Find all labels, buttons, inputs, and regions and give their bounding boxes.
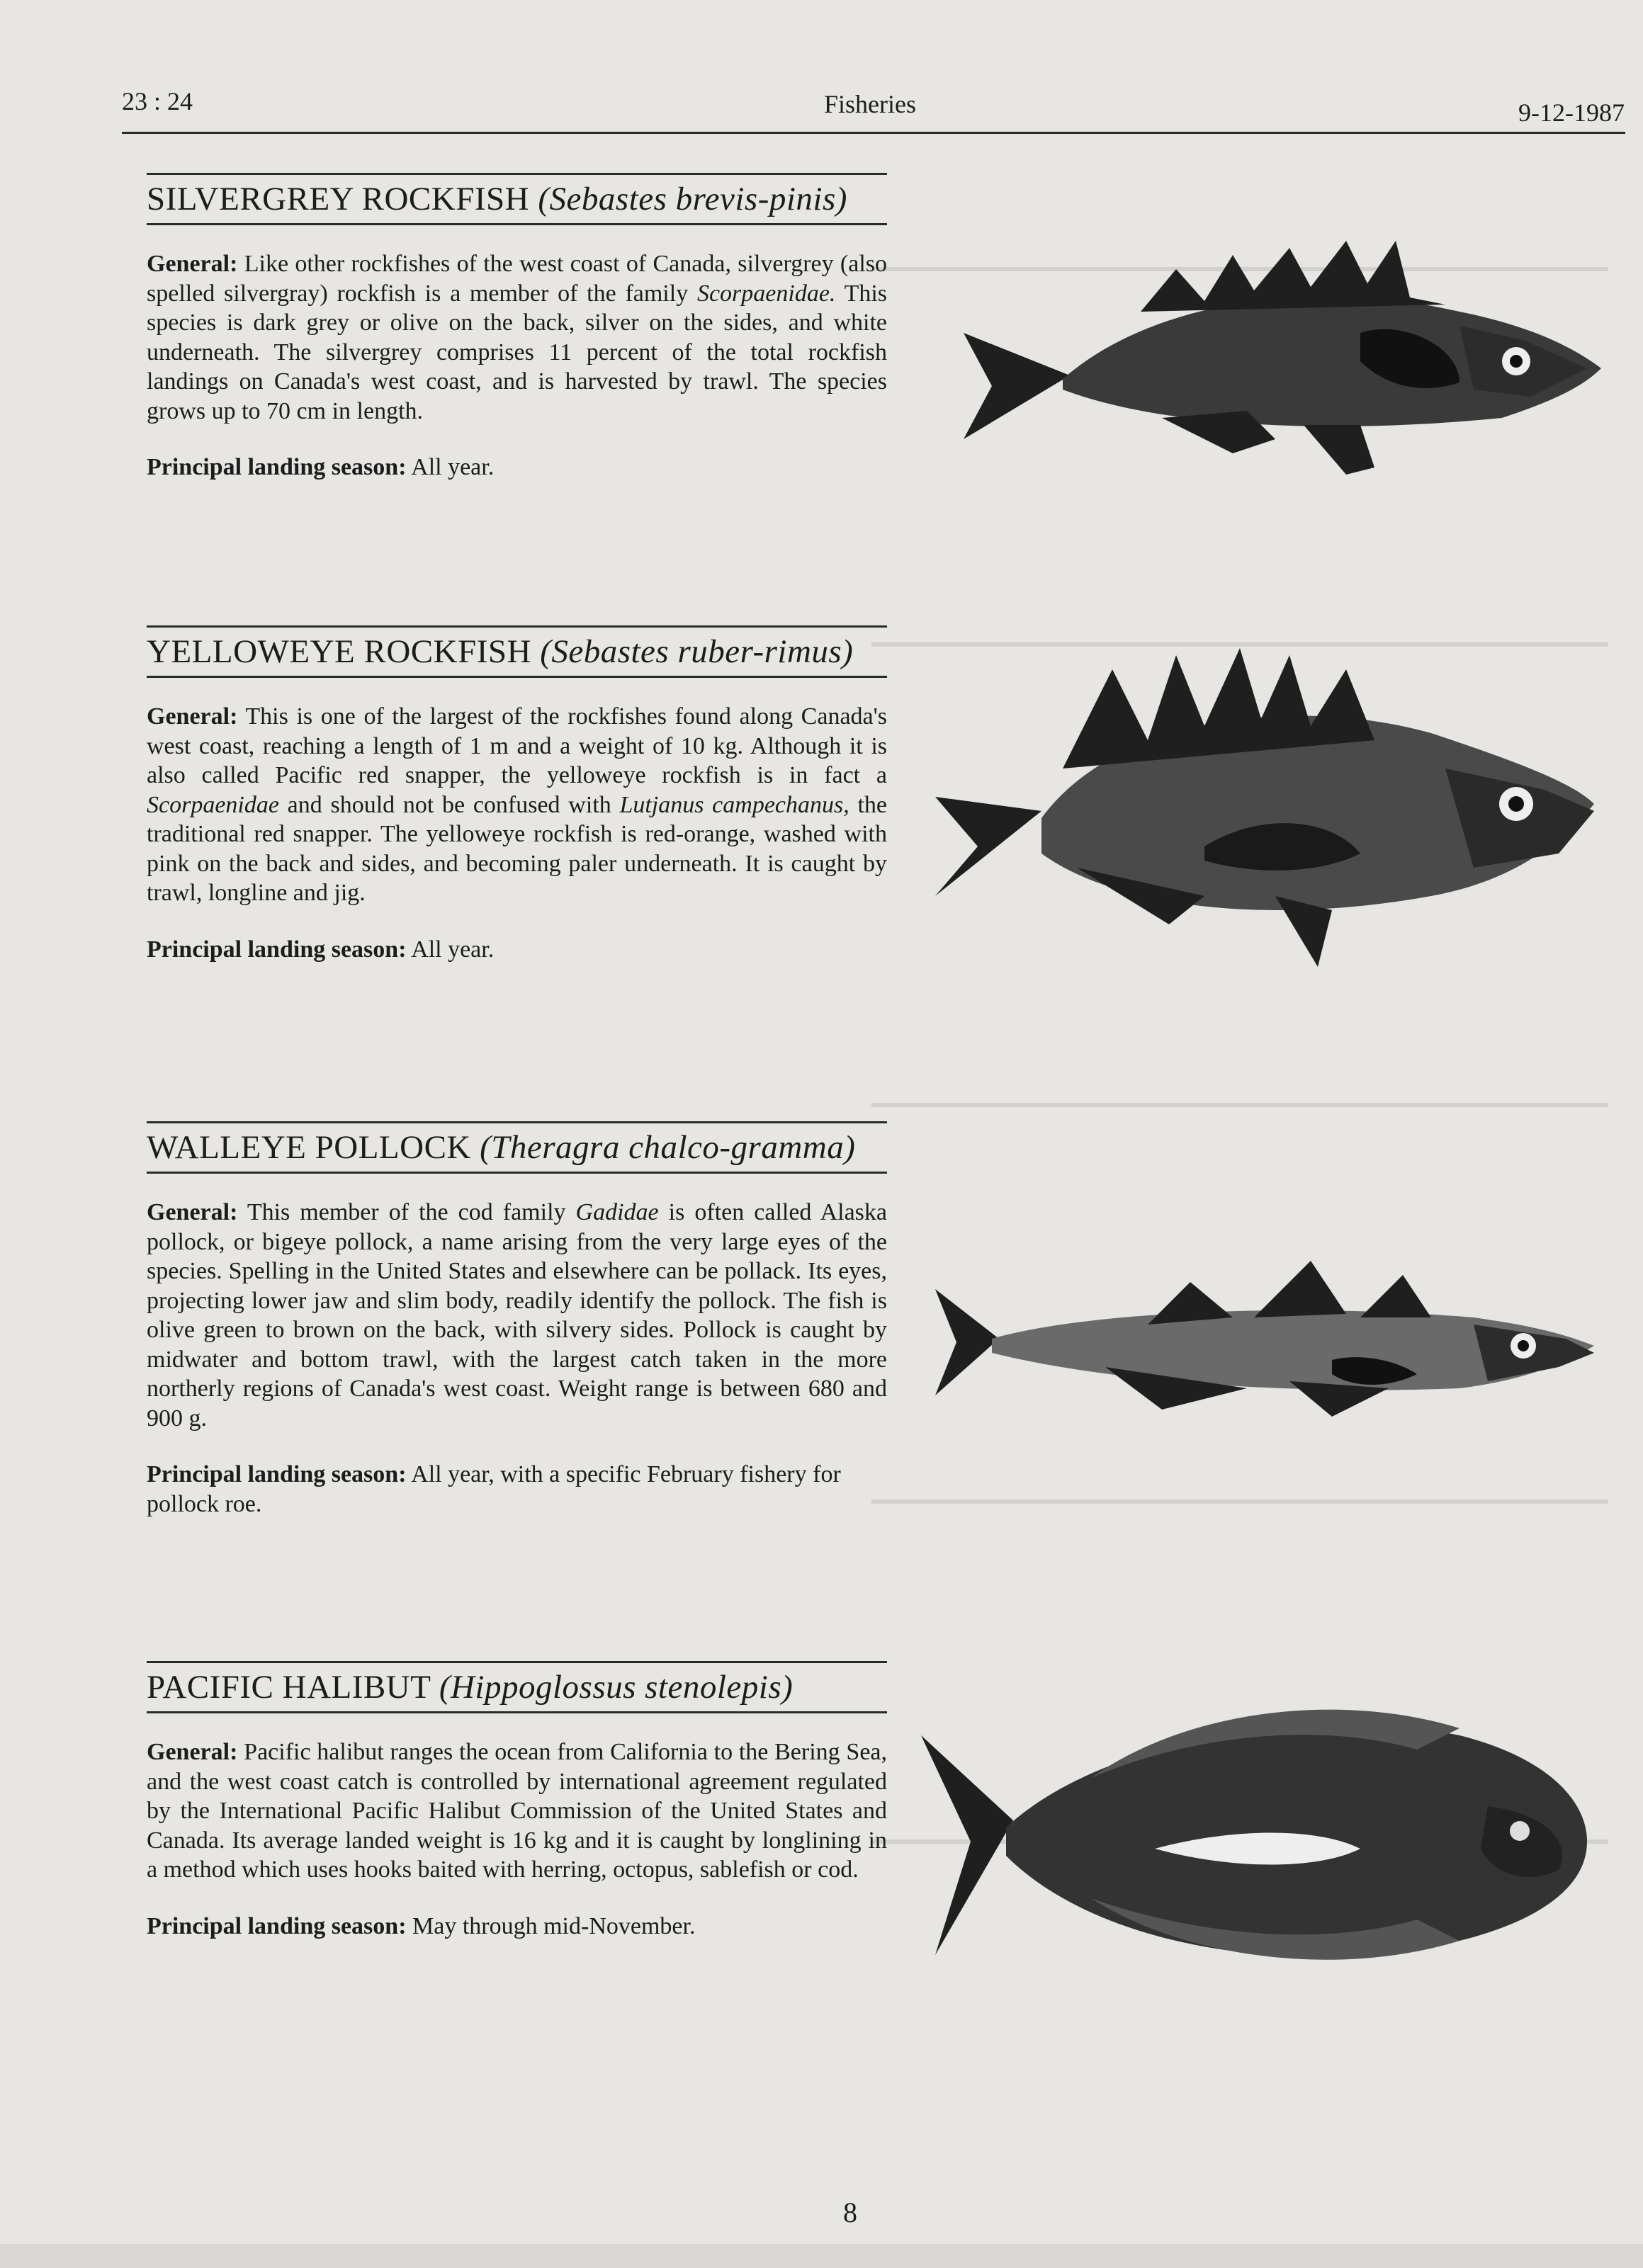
common-name: SILVERGREY ROCKFISH bbox=[147, 181, 530, 217]
scientific-name: (Sebastes ruber-rimus) bbox=[540, 633, 854, 670]
title-rule-bottom bbox=[147, 223, 887, 225]
header-rule bbox=[122, 132, 1625, 134]
general-paragraph bbox=[147, 1737, 887, 1885]
general-label: General: bbox=[147, 703, 238, 730]
section-heading bbox=[147, 179, 887, 219]
season-value: All year. bbox=[411, 936, 495, 963]
general-text: is often called Alaska pollock, or bigeye pollock, a name arising from the very large eyes of the species. Spelling in the United States and elsewhere can be pollack. Its eyes, projecting lower jaw and slim body, readily identify the pollock. The fish is olive green to brown on the back, with silvery sides. Pollock is caught by midwater and bottom trawl, with the largest catch taken in the more northerly regions of Canada's west coast. Weight range is between 680 and 900 g. bbox=[147, 1199, 887, 1431]
family-name: Scorpaenidae. bbox=[696, 280, 836, 307]
general-label: General: bbox=[147, 1739, 238, 1765]
rockfish-illustration bbox=[964, 227, 1615, 496]
general-paragraph bbox=[147, 1198, 887, 1433]
halibut-illustration bbox=[921, 1693, 1601, 1990]
landing-season bbox=[147, 1912, 887, 1941]
season-label: Principal landing season: bbox=[147, 1461, 407, 1487]
title-rule-top bbox=[147, 625, 887, 628]
general-text: This member of the cod family bbox=[247, 1199, 566, 1225]
general-text: This is one of the largest of the rockfishes found along Canada's west coast, reaching a length of 1 m and a weight of 10 kg. Although it is also called Pacific red snapper, the yelloweye rockfish is in fact a bbox=[147, 703, 887, 788]
general-text: Pacific halibut ranges the ocean from California to the Bering Sea, and the west coast catch is controlled by international agreement regulated by the International Pacific Halibut Commission of the United States and Canada. Its average landed weight is 16 kg and it is caught by longlining in a method which uses hooks baited with herring, octopus, sablefish or cod. bbox=[147, 1739, 888, 1883]
season-label: Principal landing season: bbox=[147, 454, 407, 480]
title-rule-top bbox=[147, 173, 887, 175]
title-rule-bottom bbox=[147, 1711, 887, 1713]
season-value: All year. bbox=[411, 454, 495, 480]
season-label: Principal landing season: bbox=[147, 936, 407, 963]
section-yelloweye-rockfish bbox=[147, 625, 887, 964]
general-paragraph bbox=[147, 702, 887, 908]
common-name: YELLOWEYE ROCKFISH bbox=[147, 633, 531, 670]
scan-edge bbox=[0, 2244, 1643, 2268]
scientific-name: (Hippoglossus stenolepis) bbox=[439, 1669, 794, 1706]
section-walleye-pollock bbox=[147, 1121, 887, 1519]
common-name: PACIFIC HALIBUT bbox=[147, 1669, 431, 1706]
season-label: Principal landing season: bbox=[147, 1912, 407, 1939]
general-text: the traditional red snapper. The yelloweye rockfish is red-orange, washed with pink on the back and sides, and becoming paler underneath. It is caught by trawl, longline and jig. bbox=[147, 791, 888, 906]
scientific-name: (Theragra chalco-gramma) bbox=[480, 1129, 856, 1166]
header-page-ref: 23 : 24 bbox=[122, 87, 193, 115]
family-name: Scorpaenidae bbox=[147, 791, 279, 818]
fish-eye bbox=[1510, 1821, 1530, 1841]
general-label: General: bbox=[147, 251, 238, 277]
title-rule-top bbox=[147, 1661, 887, 1663]
common-name: WALLEYE POLLOCK bbox=[147, 1129, 471, 1166]
page-number: 8 bbox=[843, 2196, 857, 2228]
season-value: May through mid-November. bbox=[412, 1912, 696, 1939]
title-rule-bottom bbox=[147, 676, 887, 678]
scientific-name: (Sebastes brevis-pinis) bbox=[538, 181, 847, 217]
general-text: and should not be confused with bbox=[287, 791, 611, 818]
general-paragraph bbox=[147, 249, 887, 426]
species-name: Lutjanus campechanus, bbox=[619, 791, 849, 818]
general-label: General: bbox=[147, 1199, 238, 1225]
section-heading bbox=[147, 1667, 887, 1707]
header-date: 9-12-1987 bbox=[1518, 98, 1625, 127]
family-name: Gadidae bbox=[575, 1199, 659, 1225]
header-title: Fisheries bbox=[824, 90, 916, 118]
season-value: All year, with a specific February fishery for pollock roe. bbox=[147, 1461, 841, 1517]
general-text: This species is dark grey or olive on the back, silver on the sides, and white underneath. The silvergrey comprises 11 percent of the total rockfish landings on Canada's west coast, and is harvested by trawl. The species grows up to 70 cm in length. bbox=[147, 280, 888, 424]
section-heading bbox=[147, 632, 887, 671]
section-pacific-halibut bbox=[147, 1661, 887, 1941]
landing-season bbox=[147, 453, 887, 482]
yelloweye-illustration bbox=[935, 641, 1608, 1009]
pollock-illustration bbox=[935, 1247, 1601, 1459]
title-rule-bottom bbox=[147, 1172, 887, 1174]
title-rule-top bbox=[147, 1121, 887, 1123]
section-silvergrey-rockfish bbox=[147, 173, 887, 482]
section-heading bbox=[147, 1128, 887, 1167]
general-text: Like other rockfishes of the west coast of Canada, silvergrey (also spelled silvergray) rockfish is a member of the family bbox=[147, 251, 888, 307]
landing-season bbox=[147, 1460, 887, 1519]
landing-season bbox=[147, 935, 887, 965]
